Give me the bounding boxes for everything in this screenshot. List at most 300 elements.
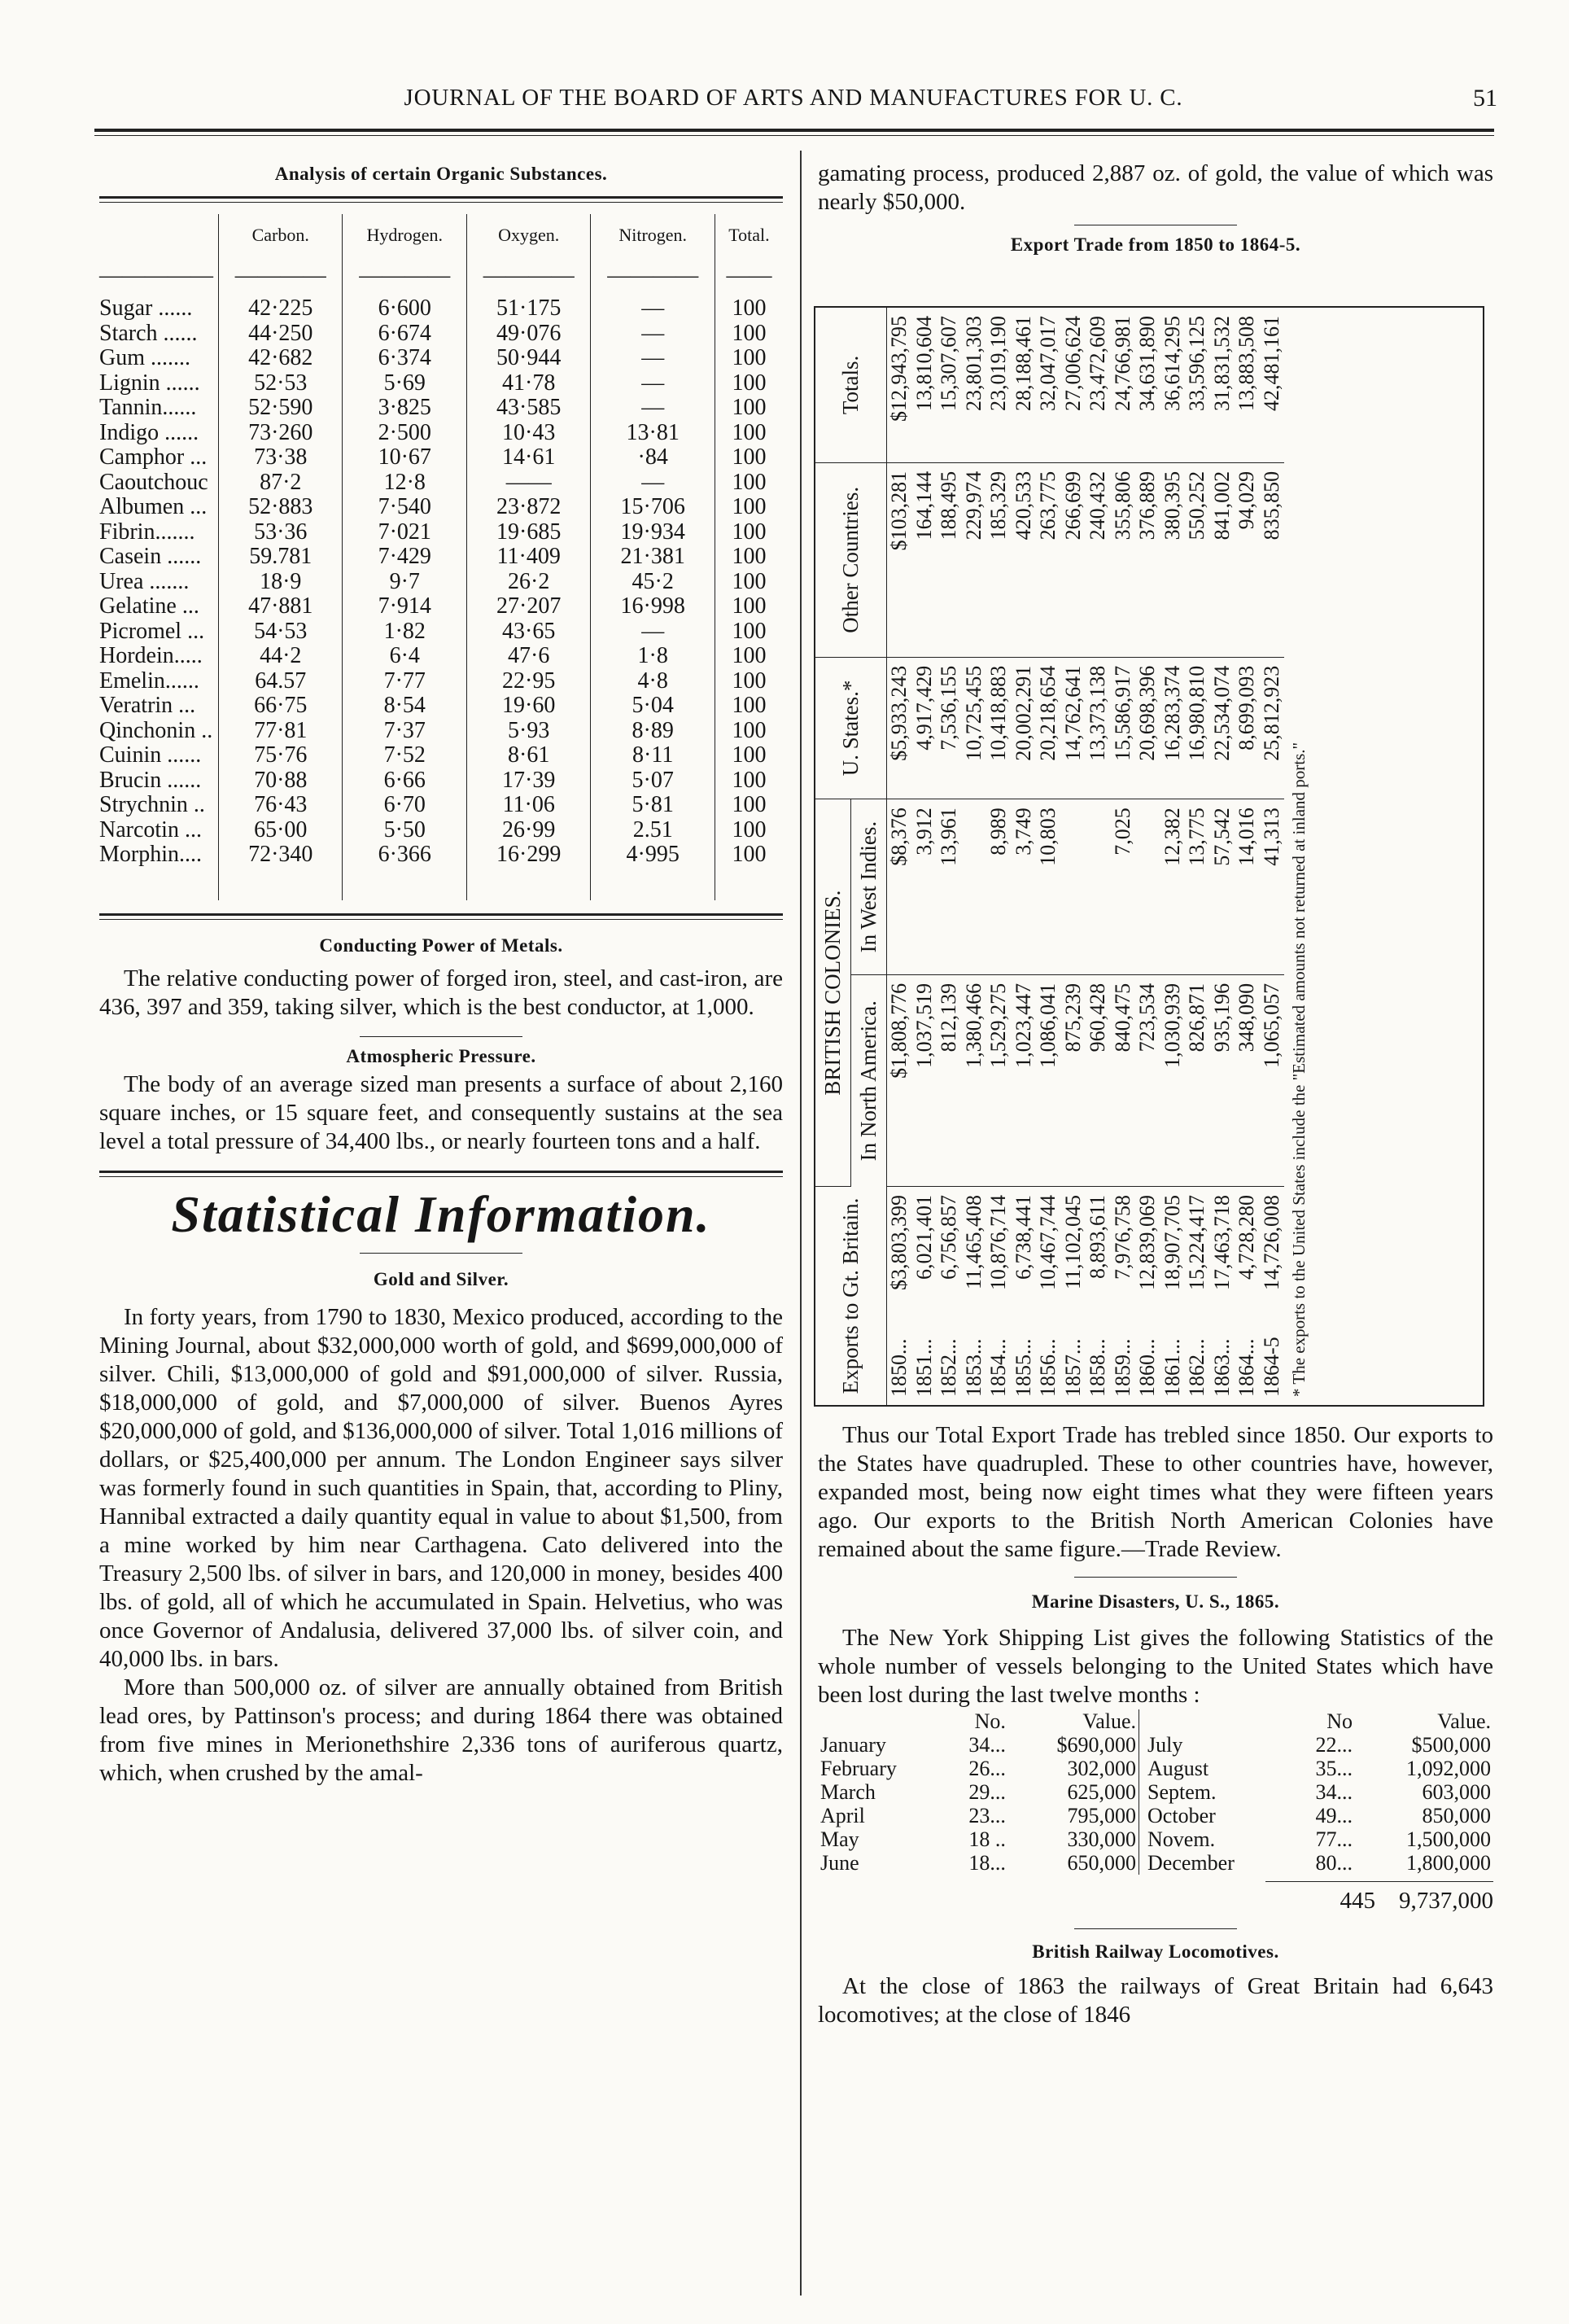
organic-cell: 6·366 xyxy=(343,843,466,868)
right-column-bottom xyxy=(818,1421,1493,2029)
organic-cell: — xyxy=(591,470,715,496)
organic-cell: 51·175 xyxy=(466,296,590,322)
substance-name: Tannin...... xyxy=(99,395,197,420)
organic-cell: 7·77 xyxy=(343,669,466,694)
export-cell: 13,810,604 xyxy=(912,308,937,462)
left-column xyxy=(99,160,783,1788)
organic-row xyxy=(99,743,783,768)
organic-row xyxy=(99,644,783,669)
organic-spacer-row xyxy=(99,868,783,900)
month: July xyxy=(1139,1733,1291,1757)
loco-title: British Railway Locomotives. xyxy=(1032,1941,1279,1962)
continuation-text: gamating process, produced 2,887 oz. of gold, the value of which was nearly $50,000. xyxy=(818,160,1493,215)
export-cell: 14,762,641 xyxy=(1061,657,1086,799)
export-gb-value: 18,907,705 xyxy=(1160,1195,1184,1290)
organic-cell: 4·8 xyxy=(591,669,715,694)
disasters-table xyxy=(818,1709,1493,1875)
export-gb-value: 6,756,857 xyxy=(937,1195,960,1280)
substance-name: Starch ...... xyxy=(99,320,198,346)
export-title: Export Trade from 1850 to 1864-5. xyxy=(1010,234,1301,255)
export-cell: 15,307,607 xyxy=(937,308,962,462)
export-cell: 266,699 xyxy=(1061,462,1086,657)
organic-bottom-rule xyxy=(99,913,783,920)
export-row xyxy=(1012,308,1037,1405)
export-year-gb-cell xyxy=(1160,1187,1186,1406)
disasters-no-header: No. xyxy=(974,1709,1006,1733)
disasters-value-header: Value. xyxy=(1437,1709,1491,1733)
export-year-gb-cell xyxy=(887,1187,912,1406)
substance-name: Hordein..... xyxy=(99,643,203,668)
organic-cell: 10·67 xyxy=(343,445,466,470)
organic-cell: 65·00 xyxy=(219,818,343,843)
organic-cell: 70·88 xyxy=(219,768,343,794)
export-gb-value: 6,738,441 xyxy=(1011,1195,1035,1280)
export-cell: 25,812,923 xyxy=(1260,657,1285,799)
organic-cell: 17·39 xyxy=(466,768,590,794)
substance-name: Strychnin .. xyxy=(99,792,205,817)
export-year-gb-cell xyxy=(1210,1187,1235,1406)
export-header-row-1 xyxy=(815,308,851,1405)
metals-text: The relative conducting power of forged iron, steel, and cast-iron, are 436, 397 and 359, taking silver, which is the best conductor, at 1,000. xyxy=(99,965,783,1020)
loco-text: At the close of 1863 the railways of Great Britain had 6,643 locomotives; at the close of 1846 xyxy=(818,1973,1493,2028)
organic-cell: 100 xyxy=(715,694,783,719)
export-row xyxy=(887,308,912,1405)
export-year-gb-cell xyxy=(1185,1187,1210,1406)
disasters-value: 650,000 xyxy=(1067,1851,1137,1875)
organic-cell: 7·021 xyxy=(343,520,466,545)
organic-cell: 73·38 xyxy=(219,445,343,470)
export-year: 1864... xyxy=(1235,1338,1258,1397)
metals-title: Conducting Power of Metals. xyxy=(319,934,563,956)
substance-name: Morphin.... xyxy=(99,842,202,867)
organic-cell: 6·374 xyxy=(343,346,466,371)
organic-cell: 52·53 xyxy=(219,371,343,396)
export-year-gb-cell xyxy=(1235,1187,1260,1406)
organic-cell: — xyxy=(591,346,715,371)
export-row xyxy=(1036,308,1061,1405)
organic-cell: 44·2 xyxy=(219,644,343,669)
disasters-value: 850,000 xyxy=(1422,1804,1491,1827)
organic-cell: 76·43 xyxy=(219,793,343,818)
organic-cell: 8·54 xyxy=(343,694,466,719)
export-cell: 13,373,138 xyxy=(1086,657,1111,799)
export-cell: 7,536,155 xyxy=(937,657,962,799)
organic-row xyxy=(99,445,783,470)
export-year-gb-cell xyxy=(912,1187,937,1406)
export-wi-header: In West Indies. xyxy=(851,799,887,975)
export-row xyxy=(1061,308,1086,1405)
export-gb-value: 12,839,069 xyxy=(1135,1195,1159,1290)
export-cell: $103,281 xyxy=(887,462,912,657)
organic-cell: 26·99 xyxy=(466,818,590,843)
export-gb-value: 11,465,408 xyxy=(961,1195,986,1290)
organic-cell: 19·60 xyxy=(466,694,590,719)
organic-cell: 2.51 xyxy=(591,818,715,843)
organic-cell: 100 xyxy=(715,520,783,545)
export-cell: 23,472,609 xyxy=(1086,308,1111,462)
export-year: 1858... xyxy=(1086,1338,1109,1397)
month: December xyxy=(1139,1851,1291,1875)
header-rule xyxy=(94,129,1494,132)
export-cell: 23,801,303 xyxy=(962,308,987,462)
disasters-row xyxy=(818,1851,1493,1875)
organic-cell: 43·585 xyxy=(466,396,590,421)
export-table xyxy=(815,308,1284,1405)
export-cell: 835,850 xyxy=(1260,462,1285,657)
substance-name: Casein ...... xyxy=(99,544,202,569)
disasters-value: 302,000 xyxy=(1067,1757,1137,1780)
organic-cell: 50·944 xyxy=(466,346,590,371)
organic-cell: 100 xyxy=(715,818,783,843)
export-table-frame xyxy=(814,306,1484,1407)
organic-cell: 7·429 xyxy=(343,545,466,570)
export-cell xyxy=(962,799,987,975)
export-cell: 32,047,017 xyxy=(1036,308,1061,462)
organic-cell: 12·8 xyxy=(343,470,466,496)
organic-cell: 100 xyxy=(715,644,783,669)
organic-cell: 43·65 xyxy=(466,619,590,645)
export-cell: 550,252 xyxy=(1185,462,1210,657)
organic-cell: 5·93 xyxy=(466,719,590,744)
export-year: 1861... xyxy=(1160,1338,1184,1397)
export-cell: 31,831,532 xyxy=(1210,308,1235,462)
organic-cell: 100 xyxy=(715,346,783,371)
organic-cell: 100 xyxy=(715,669,783,694)
section-rule xyxy=(99,1171,783,1177)
organic-cell: 100 xyxy=(715,296,783,322)
export-year-gb-cell xyxy=(986,1187,1012,1406)
export-row xyxy=(962,308,987,1405)
organic-cell: 5·69 xyxy=(343,371,466,396)
export-cell: 1,086,041 xyxy=(1036,974,1061,1186)
export-year: 1856... xyxy=(1036,1338,1060,1397)
export-cell: 1,529,275 xyxy=(986,974,1012,1186)
organic-cell: 14·61 xyxy=(466,445,590,470)
organic-dash-row: ————— ———— ———— ———— ———— —— xyxy=(99,256,783,296)
export-row xyxy=(1135,308,1160,1405)
export-gb-value: 17,463,718 xyxy=(1209,1195,1234,1290)
export-cell xyxy=(1135,799,1160,975)
organic-col-header: Carbon. xyxy=(219,214,343,256)
export-cell: 94,029 xyxy=(1235,462,1260,657)
organic-cell: 8·89 xyxy=(591,719,715,744)
disasters-no-header: No xyxy=(1326,1709,1353,1733)
organic-cell: 100 xyxy=(715,396,783,421)
export-gb-value: 14,726,008 xyxy=(1259,1195,1283,1290)
organic-cell: 59.781 xyxy=(219,545,343,570)
disasters-row xyxy=(818,1827,1493,1851)
organic-row xyxy=(99,570,783,595)
export-cell: 10,803 xyxy=(1036,799,1061,975)
organic-cell: 100 xyxy=(715,719,783,744)
organic-cell: 54·53 xyxy=(219,619,343,645)
export-year: 1862... xyxy=(1185,1338,1208,1397)
export-cell: 8,699,093 xyxy=(1235,657,1260,799)
organic-cell: — xyxy=(591,322,715,347)
substance-name: Brucin ...... xyxy=(99,767,202,793)
export-cell: 12,382 xyxy=(1160,799,1186,975)
export-row xyxy=(1260,308,1285,1405)
substance-name: Narcotin ... xyxy=(99,816,202,843)
export-cell: $1,808,776 xyxy=(887,974,912,1186)
organic-cell: 19·934 xyxy=(591,520,715,545)
organic-cell: 5·81 xyxy=(591,793,715,818)
export-cell: 36,614,295 xyxy=(1160,308,1186,462)
organic-cell: 100 xyxy=(715,768,783,794)
export-cell: 229,974 xyxy=(962,462,987,657)
organic-cell: 10·43 xyxy=(466,421,590,446)
export-cell: 420,533 xyxy=(1012,462,1037,657)
organic-row xyxy=(99,594,783,619)
organic-cell: — xyxy=(591,396,715,421)
organic-cell: 6·70 xyxy=(343,793,466,818)
separator-rule xyxy=(360,1253,522,1254)
organic-cell: 100 xyxy=(715,322,783,347)
export-year-header: Exports to Gt. Britain. xyxy=(815,1187,887,1406)
organic-cell: 9·7 xyxy=(343,570,466,595)
organic-row xyxy=(99,371,783,396)
export-cell: 1,065,057 xyxy=(1260,974,1285,1186)
export-gb-value: $3,803,399 xyxy=(887,1195,911,1290)
export-cell: 960,428 xyxy=(1086,974,1111,1186)
disasters-row xyxy=(818,1780,1493,1804)
organic-cell: 26·2 xyxy=(466,570,590,595)
organic-title: Analysis of certain Organic Substances. xyxy=(274,164,608,184)
organic-cell: 42·682 xyxy=(219,346,343,371)
export-cell: 24,766,981 xyxy=(1111,308,1136,462)
month: June xyxy=(820,1851,859,1875)
substance-name: Camphor ... xyxy=(99,444,208,470)
organic-cell: 8·11 xyxy=(591,743,715,768)
export-gb-value: 4,728,280 xyxy=(1235,1195,1258,1280)
organic-row xyxy=(99,719,783,744)
disasters-number: 49... xyxy=(1315,1804,1353,1827)
organic-cell: 6·4 xyxy=(343,644,466,669)
organic-col-header: Hydrogen. xyxy=(343,214,466,256)
gold-title: Gold and Silver. xyxy=(373,1268,509,1289)
substance-name: Gum ....... xyxy=(99,345,190,370)
organic-cell: 100 xyxy=(715,545,783,570)
substance-name: Sugar ...... xyxy=(99,295,193,321)
organic-cell: 16·998 xyxy=(591,594,715,619)
disasters-value: 1,800,000 xyxy=(1406,1851,1491,1875)
disasters-number: 34... xyxy=(968,1733,1006,1757)
export-cell: 13,775 xyxy=(1185,799,1210,975)
month: October xyxy=(1139,1804,1291,1827)
export-us-header: U. States.* xyxy=(815,657,887,799)
organic-row xyxy=(99,669,783,694)
export-cell: 3,912 xyxy=(912,799,937,975)
disasters-value: 795,000 xyxy=(1067,1804,1137,1827)
export-year: 1859... xyxy=(1110,1338,1134,1397)
summary-text: Thus our Total Export Trade has trebled since 1850. Our exports to the States have quadrupled. These to other countries have, however, expanded most, being now eight times what they were fifteen years ago. Our exports to the British North American Colonies have remained about the same figure.—Trade Review. xyxy=(818,1422,1493,1562)
organic-top-rule xyxy=(99,196,783,203)
organic-table xyxy=(99,214,783,900)
export-cell: 1,030,939 xyxy=(1160,974,1186,1186)
organic-cell: 72·340 xyxy=(219,843,343,868)
disasters-value-header: Value. xyxy=(1082,1709,1137,1733)
export-table-rotated xyxy=(815,308,1483,1405)
export-cell: 13,883,508 xyxy=(1235,308,1260,462)
organic-cell: 11·409 xyxy=(466,545,590,570)
organic-cell: 87·2 xyxy=(219,470,343,496)
organic-cell: 64.57 xyxy=(219,669,343,694)
export-row xyxy=(1235,308,1260,1405)
disasters-header-row xyxy=(818,1709,1493,1733)
export-colonies-header: BRITISH COLONIES. xyxy=(815,799,851,1187)
organic-cell: 23·872 xyxy=(466,495,590,520)
export-gb-value: 11,102,045 xyxy=(1060,1195,1085,1290)
organic-cell: —— xyxy=(466,470,590,496)
export-cell: 20,698,396 xyxy=(1135,657,1160,799)
organic-cell: — xyxy=(591,371,715,396)
export-cell: 1,023,447 xyxy=(1012,974,1037,1186)
export-year-gb-cell xyxy=(1012,1187,1037,1406)
organic-row xyxy=(99,818,783,843)
export-cell: 380,395 xyxy=(1160,462,1186,657)
export-year-gb-cell xyxy=(1061,1187,1086,1406)
export-cell: 23,019,190 xyxy=(986,308,1012,462)
export-cell: 22,534,074 xyxy=(1210,657,1235,799)
disasters-value: 603,000 xyxy=(1422,1780,1491,1804)
export-cell: 10,418,883 xyxy=(986,657,1012,799)
organic-cell: 5·07 xyxy=(591,768,715,794)
export-cell: 13,961 xyxy=(937,799,962,975)
disasters-value: 625,000 xyxy=(1067,1780,1137,1804)
disasters-value: $690,000 xyxy=(1056,1733,1137,1757)
export-cell xyxy=(1086,799,1111,975)
substance-name: Picromel ... xyxy=(99,618,205,644)
month: May xyxy=(820,1827,859,1851)
total-number: 445 xyxy=(1340,1888,1375,1914)
export-row xyxy=(1210,308,1235,1405)
disasters-value: 330,000 xyxy=(1067,1827,1137,1851)
export-year: 1857... xyxy=(1060,1338,1085,1397)
disasters-number: 29... xyxy=(968,1780,1006,1804)
organic-cell: — xyxy=(591,619,715,645)
export-year: 1850... xyxy=(887,1338,911,1397)
export-gb-value: 7,976,758 xyxy=(1110,1195,1134,1280)
organic-cell: 100 xyxy=(715,470,783,496)
export-cell: 1,037,519 xyxy=(912,974,937,1186)
organic-cell: 21·381 xyxy=(591,545,715,570)
export-cell: 935,196 xyxy=(1210,974,1235,1186)
marine-text: The New York Shipping List gives the following Statistics of the whole number of vessels belonging to the United States which have been lost during the last twelve months : xyxy=(818,1625,1493,1708)
organic-cell: 52·590 xyxy=(219,396,343,421)
export-cell xyxy=(1061,799,1086,975)
month: January xyxy=(820,1733,886,1757)
export-year-gb-cell xyxy=(1036,1187,1061,1406)
substance-name: Emelin...... xyxy=(99,667,199,694)
organic-cell: 22·95 xyxy=(466,669,590,694)
column-divider xyxy=(800,151,802,2296)
disasters-row xyxy=(818,1804,1493,1827)
organic-cell: 13·81 xyxy=(591,421,715,446)
organic-cell: 44·250 xyxy=(219,322,343,347)
export-other-header: Other Countries. xyxy=(815,462,887,657)
organic-cell: 11·06 xyxy=(466,793,590,818)
export-cell: 16,283,374 xyxy=(1160,657,1186,799)
disasters-row xyxy=(818,1757,1493,1780)
export-year: 1864-5 xyxy=(1259,1337,1283,1397)
disasters-number: 18 .. xyxy=(968,1827,1006,1851)
disasters-number: 77... xyxy=(1315,1827,1353,1851)
month: March xyxy=(820,1780,876,1804)
export-cell: 376,889 xyxy=(1135,462,1160,657)
organic-cell: 6·600 xyxy=(343,296,466,322)
disasters-number: 34... xyxy=(1315,1780,1353,1804)
substance-name: Fibrin....... xyxy=(99,519,195,545)
export-row xyxy=(937,308,962,1405)
export-cell: 57,542 xyxy=(1210,799,1235,975)
export-cell: 42,481,161 xyxy=(1260,308,1285,462)
organic-cell: 15·706 xyxy=(591,495,715,520)
organic-header-row xyxy=(99,214,783,256)
export-year: 1852... xyxy=(937,1338,960,1397)
organic-cell: 47·881 xyxy=(219,594,343,619)
organic-cell: 6·674 xyxy=(343,322,466,347)
disasters-row xyxy=(818,1733,1493,1757)
export-cell: 3,749 xyxy=(1012,799,1037,975)
export-year: 1860... xyxy=(1135,1338,1159,1397)
marine-title: Marine Disasters, U. S., 1865. xyxy=(1031,1591,1280,1612)
export-row xyxy=(1185,308,1210,1405)
disasters-value: 1,092,000 xyxy=(1406,1757,1491,1780)
organic-cell: 100 xyxy=(715,843,783,868)
export-year-gb-cell xyxy=(1086,1187,1111,1406)
organic-cell: 27·207 xyxy=(466,594,590,619)
organic-row xyxy=(99,495,783,520)
pressure-title: Atmospheric Pressure. xyxy=(346,1045,536,1066)
organic-row xyxy=(99,470,783,496)
export-cell: 15,586,917 xyxy=(1111,657,1136,799)
pressure-text: The body of an average sized man presents a surface of about 2,160 square inches, or 15 square feet, and consequently sustains at the sea level a total pressure of 34,400 lbs., or nearly fourteen tons and a half. xyxy=(99,1070,783,1154)
export-gb-value: 8,893,611 xyxy=(1086,1195,1109,1280)
organic-cell: 42·225 xyxy=(219,296,343,322)
organic-cell: 41·78 xyxy=(466,371,590,396)
month: Septem. xyxy=(1139,1780,1291,1804)
export-year-gb-cell xyxy=(1111,1187,1136,1406)
disasters-value: $500,000 xyxy=(1411,1733,1491,1757)
export-cell: 263,775 xyxy=(1036,462,1061,657)
export-row xyxy=(1111,308,1136,1405)
export-cell: 826,871 xyxy=(1185,974,1210,1186)
disasters-body xyxy=(818,1733,1493,1875)
export-cell: 355,806 xyxy=(1111,462,1136,657)
disasters-number: 18... xyxy=(968,1851,1006,1875)
organic-cell: 16·299 xyxy=(466,843,590,868)
export-year: 1854... xyxy=(986,1338,1010,1397)
page-number: 51 xyxy=(1473,85,1497,112)
export-cell: 185,329 xyxy=(986,462,1012,657)
month: February xyxy=(820,1757,897,1780)
statistical-title: Statistical Information. xyxy=(171,1184,711,1243)
export-cell: 27,006,624 xyxy=(1061,308,1086,462)
month: August xyxy=(1139,1757,1291,1780)
organic-cell: 52·883 xyxy=(219,495,343,520)
separator-rule xyxy=(360,1036,522,1037)
organic-cell: 5·04 xyxy=(591,694,715,719)
organic-row xyxy=(99,545,783,570)
export-year-gb-cell xyxy=(937,1187,962,1406)
export-year: 1851... xyxy=(911,1338,936,1397)
export-cell: 20,218,654 xyxy=(1036,657,1061,799)
substance-name: Gelatine ... xyxy=(99,593,199,619)
organic-cell: 19·685 xyxy=(466,520,590,545)
organic-col-header: Nitrogen. xyxy=(591,214,715,256)
organic-cell: 100 xyxy=(715,495,783,520)
organic-row xyxy=(99,768,783,794)
